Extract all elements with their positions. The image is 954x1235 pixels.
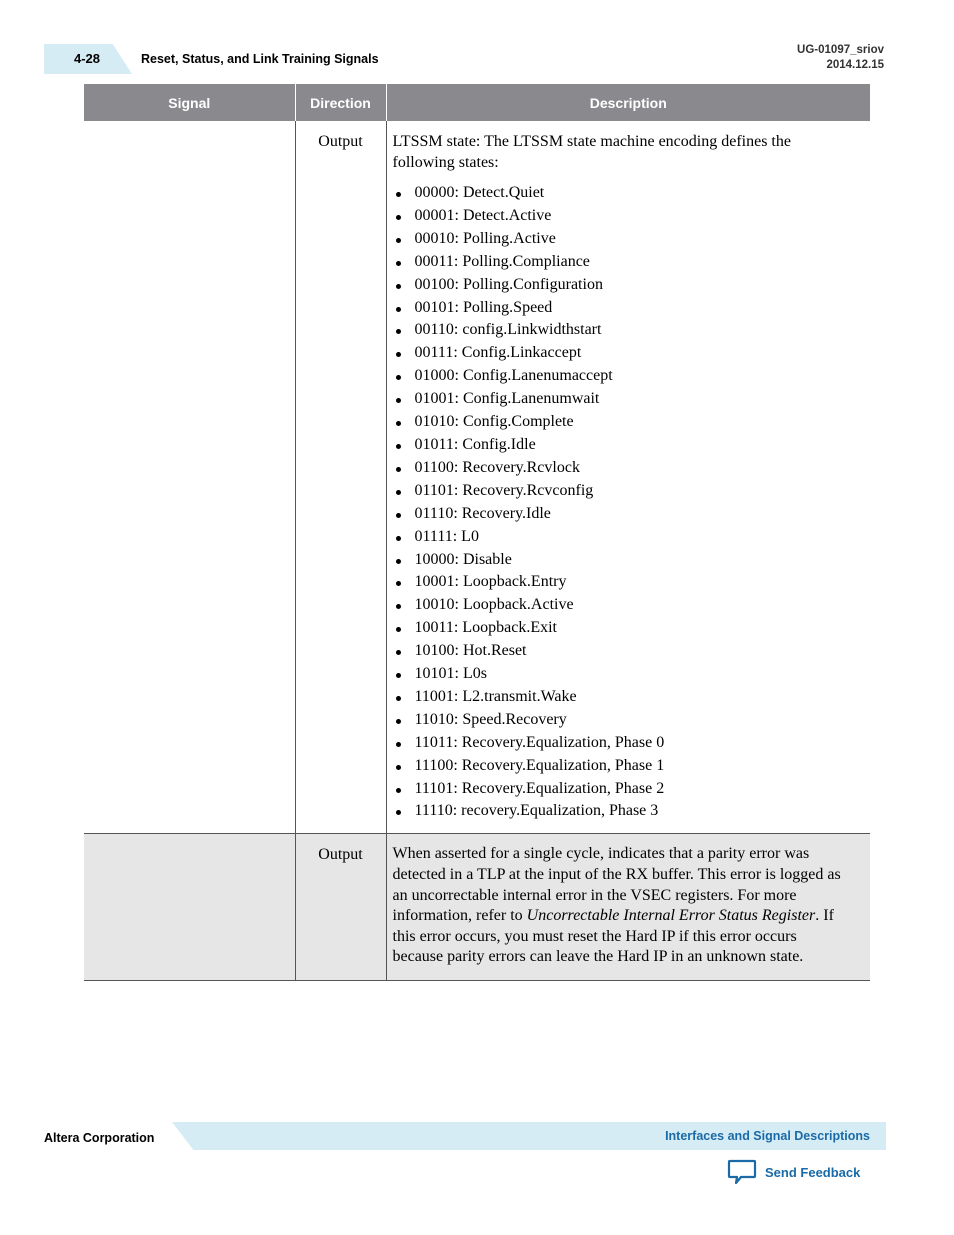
table-row (84, 834, 870, 981)
section-title: Reset, Status, and Link Training Signals (141, 52, 379, 66)
list-item: 00110: config.Linkwidthstart (415, 319, 847, 342)
signal-table (84, 84, 870, 981)
column-header-signal: Signal (84, 84, 295, 121)
list-item: 00111: Config.Linkaccept (415, 342, 847, 365)
list-item: 11011: Recovery.Equalization, Phase 0 (415, 732, 847, 755)
send-feedback-label: Send Feedback (765, 1164, 861, 1180)
list-item: 01100: Recovery.Rcvlock (415, 457, 847, 480)
list-item: 10100: Hot.Reset (415, 640, 847, 663)
signal-cell (84, 121, 295, 834)
register-reference-link[interactable]: Uncorrectable Internal Error Status Register (526, 907, 816, 925)
direction-cell: Output (295, 121, 386, 834)
table-row (84, 121, 870, 834)
doc-date: 2014.12.15 (826, 59, 884, 71)
list-item: 00001: Detect.Active (415, 205, 847, 228)
parity-error-description (393, 844, 847, 968)
ltssm-state-list (393, 182, 847, 823)
description-cell (386, 121, 870, 834)
list-item: 01111: L0 (415, 526, 847, 549)
send-feedback-button[interactable] (727, 1157, 860, 1187)
list-item: 11110: recovery.Equalization, Phase 3 (415, 800, 847, 823)
list-item: 10101: L0s (415, 663, 847, 686)
list-item: 10010: Loopback.Active (415, 594, 847, 617)
list-item: 01000: Config.Lanenumaccept (415, 365, 847, 388)
list-item: 11100: Recovery.Equalization, Phase 1 (415, 755, 847, 778)
list-item: 00100: Polling.Configuration (415, 274, 847, 297)
list-item: 00011: Polling.Compliance (415, 251, 847, 274)
list-item: 10000: Disable (415, 549, 847, 572)
list-item: 11001: L2.transmit.Wake (415, 686, 847, 709)
list-item: 01101: Recovery.Rcvconfig (415, 480, 847, 503)
list-item: 01001: Config.Lanenumwait (415, 388, 847, 411)
company-name: Altera Corporation (44, 1131, 155, 1145)
list-item: 10011: Loopback.Exit (415, 617, 847, 640)
table-header-row (84, 84, 870, 121)
list-item: 01011: Config.Idle (415, 434, 847, 457)
ltssm-intro: LTSSM state: The LTSSM state machine encoding defines the following states: (392, 133, 791, 171)
list-item: 01110: Recovery.Idle (415, 503, 847, 526)
list-item: 11010: Speed.Recovery (415, 709, 847, 732)
column-header-direction: Direction (295, 84, 386, 121)
description-text: When asserted for a single cycle, indicates that a parity error was detected in a TLP at the input of the RX buffer. This error is logged as an uncorrectable internal error in the VSEC registers. For more information, refer to (392, 845, 841, 925)
document-id (797, 43, 884, 73)
description-text-continued: . If this error occurs, you must reset the Hard IP if this error occurs because parity errors can leave the Hard IP in an unknown state. (392, 907, 834, 966)
list-item: 00010: Polling.Active (415, 228, 847, 251)
page-number: 4-28 (74, 51, 101, 66)
direction-cell: Output (295, 834, 386, 981)
chapter-link[interactable]: Interfaces and Signal Descriptions (665, 1129, 870, 1143)
description-cell (386, 834, 870, 981)
list-item: 01010: Config.Complete (415, 411, 847, 434)
speech-bubble-icon (727, 1157, 757, 1187)
column-header-description: Description (386, 84, 870, 121)
list-item: 00101: Polling.Speed (415, 297, 847, 320)
list-item: 10001: Loopback.Entry (415, 571, 847, 594)
list-item: 11101: Recovery.Equalization, Phase 2 (415, 778, 847, 801)
doc-id-text: UG-01097_sriov (797, 44, 884, 56)
signal-cell (84, 834, 295, 981)
list-item: 00000: Detect.Quiet (415, 182, 847, 205)
